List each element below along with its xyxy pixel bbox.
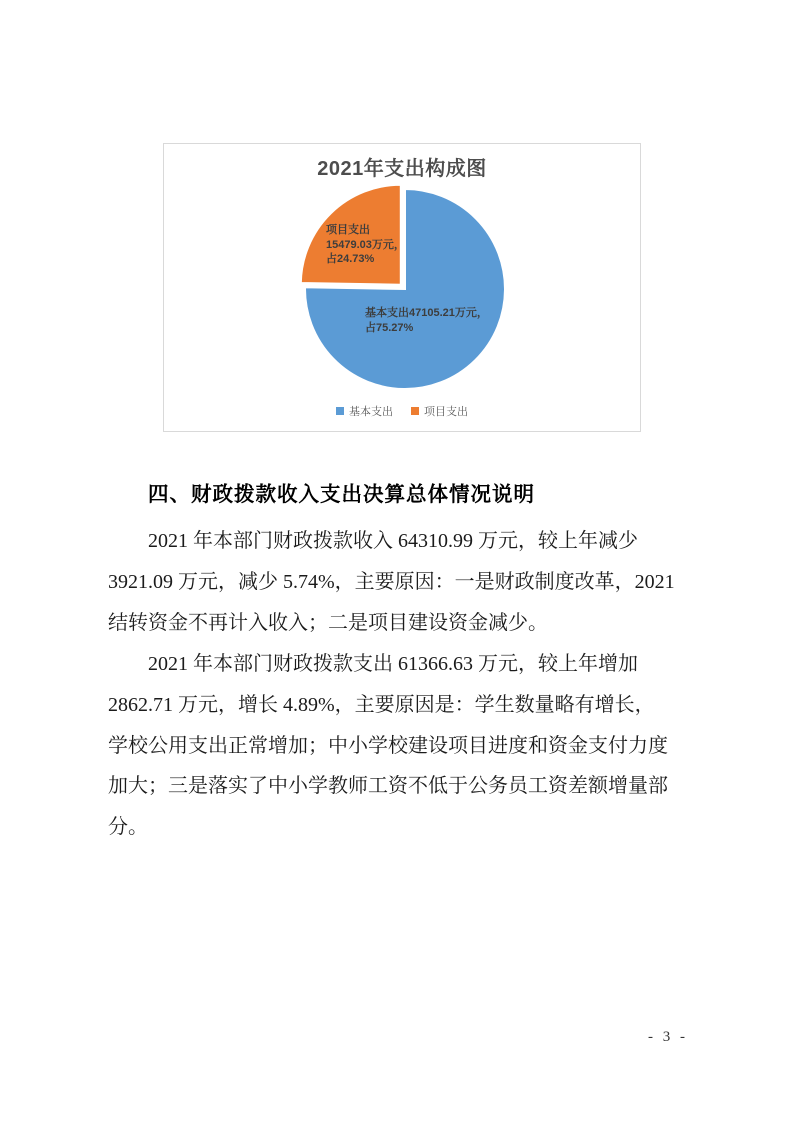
text-line: 2021 年本部门财政拨款收入 64310.99 万元，较上年减少	[148, 530, 638, 552]
legend-label-basic: 基本支出	[349, 406, 393, 418]
project-slice-label-line: 项目支出	[326, 224, 370, 236]
legend-item-basic	[336, 403, 393, 419]
page-number: - 3 -	[648, 1029, 688, 1045]
text-line: 加大；三是落实了中小学教师工资不低于公务员工资差额增量部	[108, 775, 668, 798]
pie-chart-svg	[164, 144, 640, 431]
text-line: 学校公用支出正常增加；中小学校建设项目进度和资金支付力度	[108, 734, 668, 757]
project-slice-label	[326, 223, 405, 267]
text-line: 2862.71 万元，增长 4.89%，主要原因是：学生数量略有增长，	[108, 693, 655, 716]
basic-slice-label-line: 基本支出47105.21万元，	[365, 307, 488, 319]
text-line: 3921.09 万元，减少 5.74%，主要原因：一是财政制度改革，2021	[108, 570, 675, 593]
text-line: 2021 年本部门财政拨款支出 61366.63 万元，较上年增加	[148, 653, 638, 675]
section-heading: 四、财政拨款收入支出决算总体情况说明	[148, 483, 535, 506]
basic-slice-label-line: 占75.27%	[365, 321, 414, 334]
expenditure-chart-figure	[163, 143, 641, 432]
legend-label-project: 项目支出	[424, 406, 468, 418]
legend-swatch-project-icon	[411, 407, 419, 415]
chart-title: 2021年支出构成图	[317, 158, 487, 180]
paragraph-fiscal-expenditure	[108, 644, 733, 848]
project-slice-label-line: 占24.73%	[326, 253, 375, 265]
legend-item-project	[411, 403, 468, 419]
basic-slice-label	[365, 306, 488, 335]
text-line: 结转资金不再计入收入；二是项目建设资金减少。	[108, 611, 548, 634]
chart-legend	[164, 403, 640, 419]
project-slice-label-line: 15479.03万元，	[326, 238, 405, 251]
legend-swatch-basic-icon	[336, 407, 344, 415]
paragraph-fiscal-income	[108, 521, 733, 643]
text-line: 分。	[108, 816, 148, 839]
